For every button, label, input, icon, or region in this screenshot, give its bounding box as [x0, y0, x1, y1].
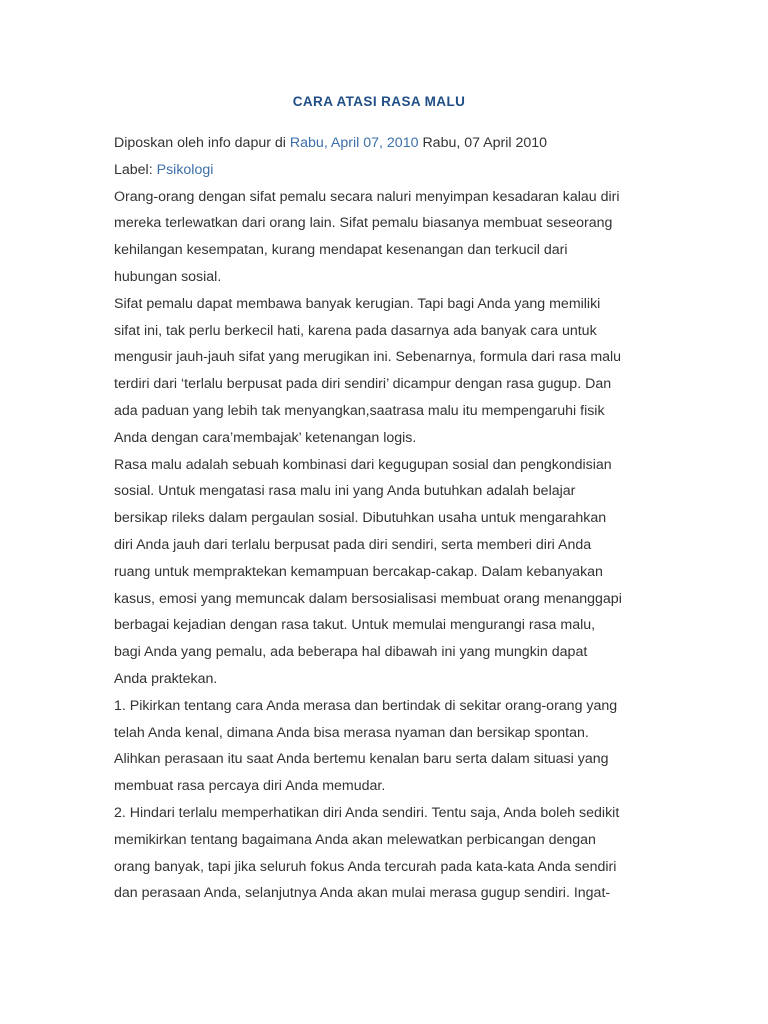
body-line: Sifat pemalu dapat membawa banyak kerugian. Tapi bagi Anda yang memiliki — [114, 295, 601, 312]
body-line: ada paduan yang lebih tak menyangkan,saatrasa malu itu mempengaruhi fisik — [114, 402, 605, 419]
body-line: sosial. Untuk mengatasi rasa malu ini yang Anda butuhkan adalah belajar — [114, 483, 576, 500]
body-line: kasus, emosi yang memuncak dalam bersosialisasi membuat orang menanggapi — [114, 590, 622, 607]
body-line: dan perasaan Anda, selanjutnya Anda akan mulai merasa gugup sendiri. Ingat- — [114, 885, 611, 902]
label-prefix: Label: — [114, 161, 153, 178]
body-line: ruang untuk mempraktekan kemampuan bercakap-cakap. Dalam kebanyakan — [114, 563, 603, 580]
posted-by-text: Diposkan oleh info dapur di — [114, 135, 286, 151]
label-link-psikologi[interactable]: Psikologi — [156, 161, 214, 178]
body-line: sifat ini, tak perlu berkecil hati, karena pada dasarnya ada banyak cara untuk — [114, 322, 597, 339]
post-date-link[interactable]: Rabu, April 07, 2010 — [289, 135, 419, 151]
body-line: hubungan sosial. — [114, 268, 222, 285]
post-label — [114, 157, 644, 184]
body-line: membuat rasa percaya diri Anda memudar. — [114, 778, 386, 795]
body-line: mereka terlewatkan dari orang lain. Sifat pemalu biasanya membuat seseorang — [114, 215, 613, 232]
body-line: Alihkan perasaan itu saat Anda bertemu kenalan baru serta dalam situasi yang — [114, 751, 609, 768]
body-line: telah Anda kenal, dimana Anda bisa merasa nyaman dan bersikap spontan. — [114, 724, 589, 741]
article-body — [114, 184, 644, 908]
document-page — [114, 92, 644, 907]
body-line: diri Anda jauh dari terlalu berpusat pada diri sendiri, serta memberi diri Anda — [114, 536, 592, 553]
body-line: 2. Hindari terlalu memperhatikan diri Anda sendiri. Tentu saja, Anda boleh sedikit — [114, 804, 620, 821]
body-line: orang banyak, tapi jika seluruh fokus Anda tercurah pada kata-kata Anda sendiri — [114, 858, 617, 875]
body-line: Anda dengan cara’membajak’ ketenangan logis. — [114, 429, 417, 446]
body-line: Anda praktekan. — [114, 670, 218, 687]
body-line: 1. Pikirkan tentang cara Anda merasa dan bertindak di sekitar orang-orang yang — [114, 697, 618, 714]
body-line: terdiri dari ‘terlalu berpusat pada diri sendiri’ dicampur dengan rasa gugup. Dan — [114, 376, 612, 393]
document-title: CARA ATASI RASA MALU — [292, 94, 466, 109]
body-line: berbagai kejadian dengan rasa takut. Untuk memulai mengurangi rasa malu, — [114, 617, 596, 634]
body-line: bagi Anda yang pemalu, ada beberapa hal dibawah ini yang mungkin dapat — [114, 644, 588, 661]
body-line: Rasa malu adalah sebuah kombinasi dari kegugupan sosial dan pengkondisian — [114, 456, 612, 473]
post-meta — [114, 130, 644, 157]
body-line: memikirkan tentang bagaimana Anda akan melewatkan perbicangan dengan — [114, 831, 596, 848]
post-date-text: Rabu, 07 April 2010 — [422, 135, 548, 151]
body-line: kehilangan kesempatan, kurang mendapat kesenangan dan terkucil dari — [114, 242, 568, 259]
body-line: mengusir jauh-jauh sifat yang merugikan ini. Sebenarnya, formula dari rasa malu — [114, 349, 622, 366]
body-line: Orang-orang dengan sifat pemalu secara naluri menyimpan kesadaran kalau diri — [114, 188, 620, 205]
body-line: bersikap rileks dalam pergaulan sosial. Dibutuhkan usaha untuk mengarahkan — [114, 510, 607, 527]
